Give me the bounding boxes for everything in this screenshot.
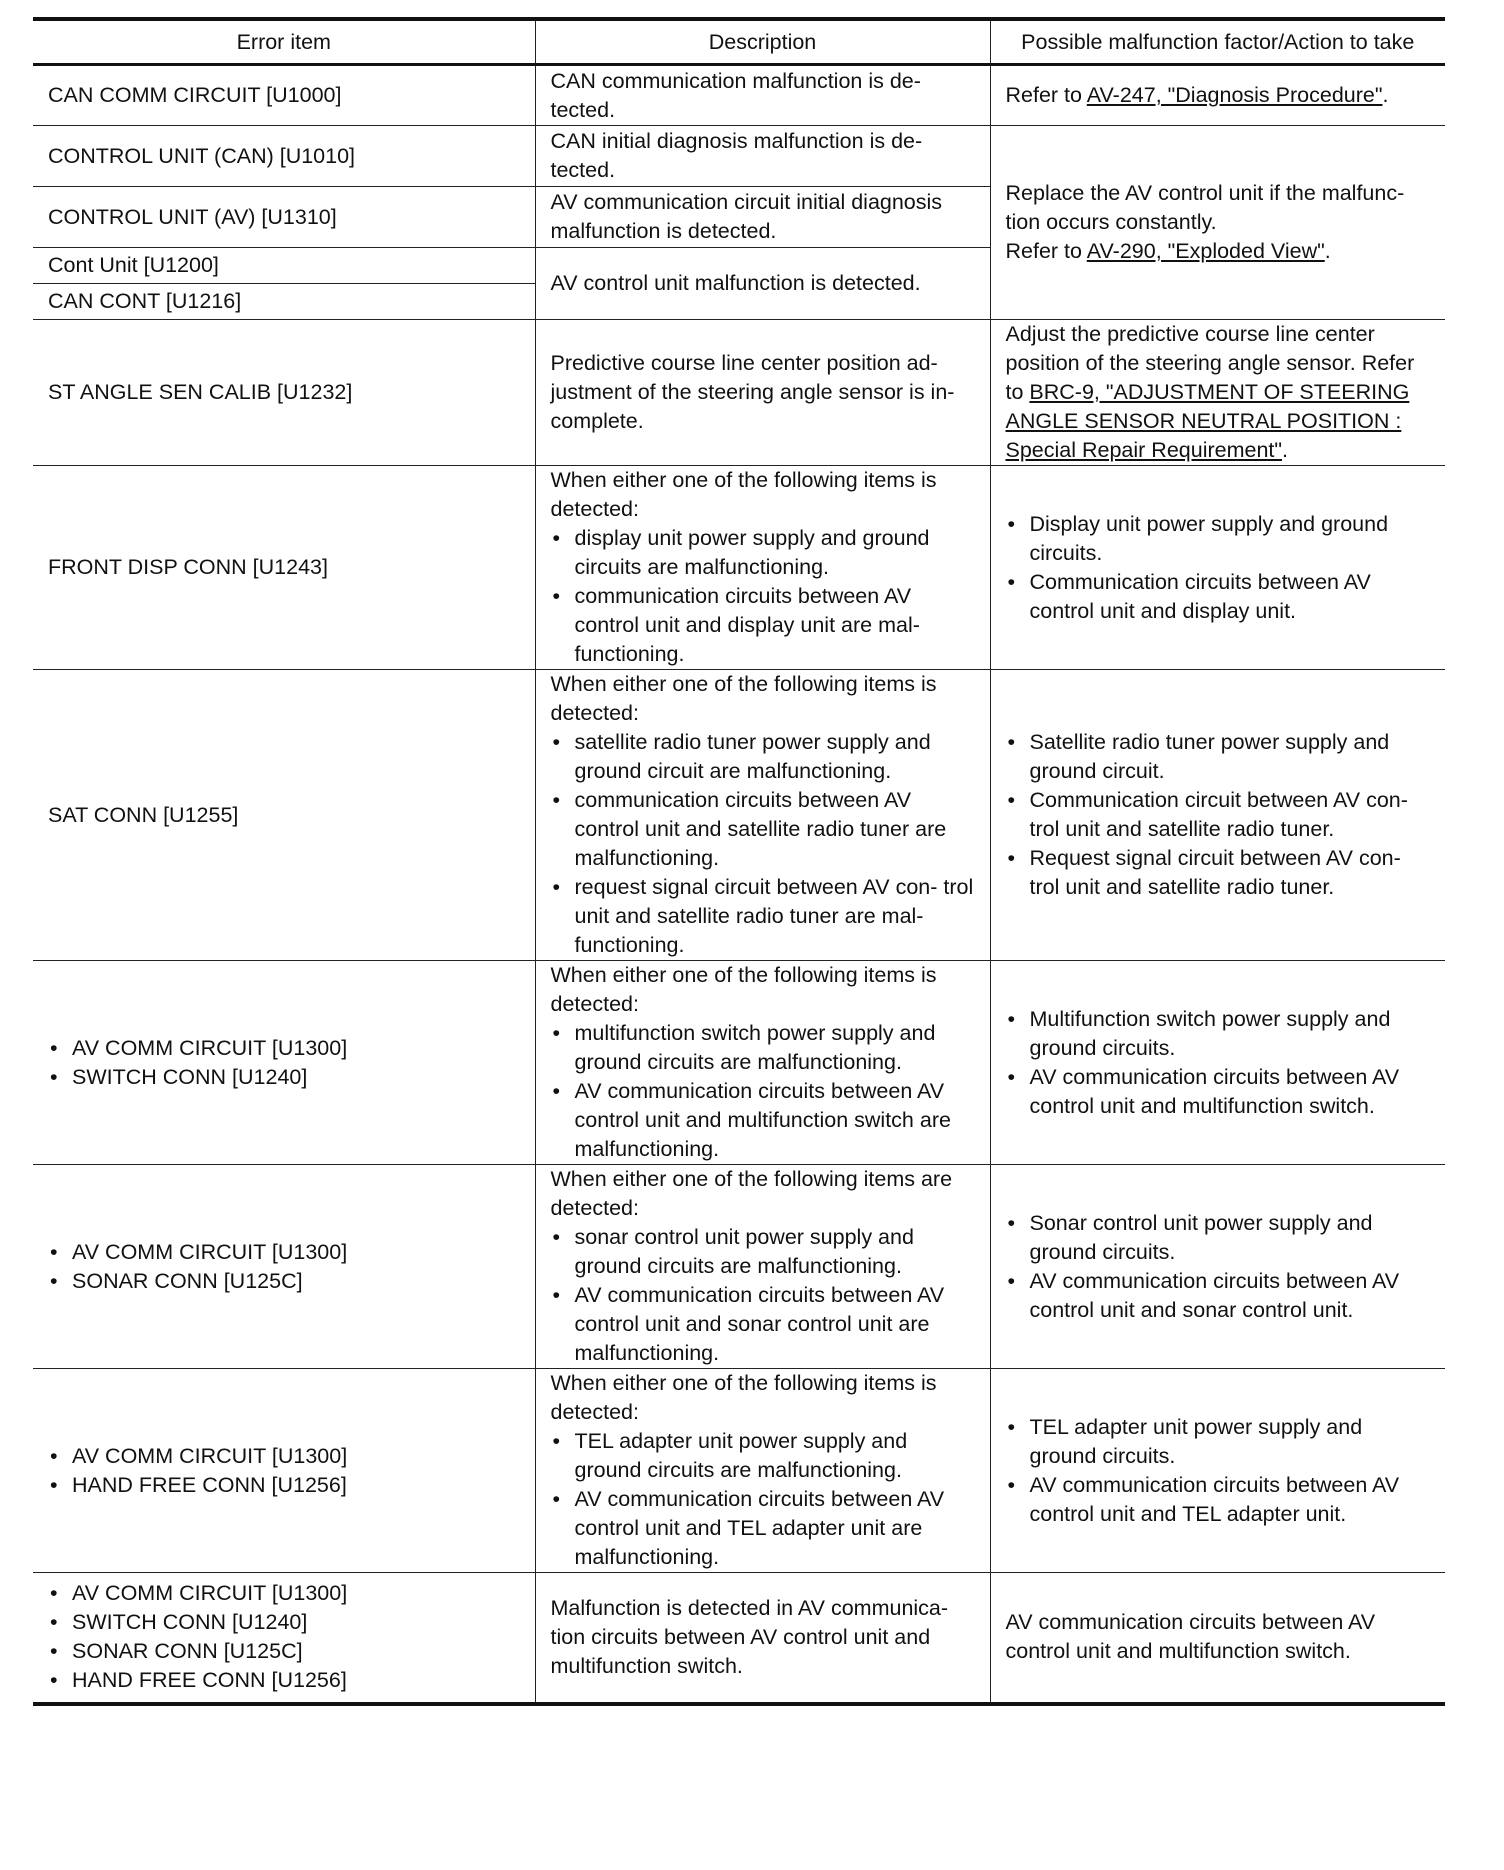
error-list <box>48 1238 523 1296</box>
error-item-cell <box>33 961 535 1165</box>
list-item: • sonar control unit power supply and ground circuits are malfunctioning. <box>551 1223 978 1281</box>
error-code-table <box>33 17 1445 1706</box>
action-list <box>1006 728 1434 902</box>
list-item: • Sonar control unit power supply and ground circuits. <box>1006 1209 1434 1267</box>
list-item: • communication circuits between AV control unit and display unit are mal- functioning. <box>551 582 978 669</box>
action-text: Refer to <box>1005 83 1087 107</box>
description-intro: When either one of the following items is detected: <box>550 672 937 725</box>
reference-link[interactable]: AV-290, "Exploded View" <box>1086 239 1325 263</box>
description-cell <box>535 466 990 670</box>
list-item: • AV communication circuits between AV control unit and multifunction switch. <box>1006 1063 1434 1121</box>
list-item: • HAND FREE CONN [U1256] <box>48 1471 523 1500</box>
list-item: • communication circuits between AV control unit and satellite radio tuner are malfunctioning. <box>551 786 978 873</box>
error-item-cell: CONTROL UNIT (AV) [U1310] <box>33 187 535 248</box>
error-item-cell: ST ANGLE SEN CALIB [U1232] <box>33 320 535 466</box>
list-item: • AV communication circuits between AV control unit and multifunction switch are malfunctioning. <box>551 1077 978 1164</box>
description-intro: When either one of the following items are detected: <box>550 1167 953 1220</box>
action-list <box>1006 1209 1434 1325</box>
list-item: • Satellite radio tuner power supply and ground circuit. <box>1006 728 1434 786</box>
table-row <box>33 65 1445 126</box>
table-header-row <box>33 19 1445 65</box>
list-item: • AV communication circuits between AV control unit and sonar control unit. <box>1006 1267 1434 1325</box>
table-row <box>33 320 1445 466</box>
list-item: • Multifunction switch power supply and ground circuits. <box>1006 1005 1434 1063</box>
error-item-cell: SAT CONN [U1255] <box>33 670 535 961</box>
table-row <box>33 961 1445 1165</box>
list-item: • AV communication circuits between AV control unit and TEL adapter unit. <box>1006 1471 1434 1529</box>
error-item-cell: FRONT DISP CONN [U1243] <box>33 466 535 670</box>
reference-link[interactable]: BRC-9, "ADJUSTMENT OF STEERING ANGLE SENSOR NEUTRAL POSITION : Special Repair Requirement" <box>1005 380 1410 462</box>
list-item: • TEL adapter unit power supply and ground circuits are malfunctioning. <box>551 1427 978 1485</box>
error-item-cell <box>33 1165 535 1369</box>
description-list <box>551 1223 978 1368</box>
table-row <box>33 1165 1445 1369</box>
error-item-cell <box>33 1369 535 1573</box>
list-item: • Communication circuit between AV con- trol unit and satellite radio tuner. <box>1006 786 1434 844</box>
action-end: . <box>1282 438 1289 462</box>
list-item: • satellite radio tuner power supply and ground circuit are malfunctioning. <box>551 728 978 786</box>
action-cell <box>990 466 1445 670</box>
action-refer: Refer to <box>1005 351 1415 404</box>
description-cell: Malfunction is detected in AV communica- tion circuits between AV control unit and multifunction switch. <box>535 1573 990 1704</box>
list-item: • SWITCH CONN [U1240] <box>48 1063 523 1092</box>
description-list <box>551 1427 978 1572</box>
action-cell <box>990 1369 1445 1573</box>
replace-end: . <box>1324 239 1331 263</box>
description-cell <box>535 670 990 961</box>
action-cell-shared <box>990 126 1445 320</box>
action-end: . <box>1382 83 1389 107</box>
description-list <box>551 524 978 669</box>
description-list <box>551 728 978 960</box>
header-error-item: Error item <box>33 19 535 65</box>
description-intro: When either one of the following items is detected: <box>550 468 937 521</box>
list-item: • HAND FREE CONN [U1256] <box>48 1666 523 1695</box>
action-list <box>1006 1005 1434 1121</box>
list-item: • AV communication circuits between AV control unit and sonar control unit are malfunctioning. <box>551 1281 978 1368</box>
table-row <box>33 126 1445 187</box>
list-item: • display unit power supply and ground circuits are malfunctioning. <box>551 524 978 582</box>
description-cell: CAN communication malfunction is de- tected. <box>535 65 990 126</box>
action-list <box>1006 510 1434 626</box>
list-item: • AV communication circuits between AV control unit and TEL adapter unit are malfunctioning. <box>551 1485 978 1572</box>
header-description: Description <box>535 19 990 65</box>
list-item: • AV COMM CIRCUIT [U1300] <box>48 1442 523 1471</box>
action-list <box>1006 1413 1434 1529</box>
action-cell <box>990 1165 1445 1369</box>
list-item: • Communication circuits between AV control unit and display unit. <box>1006 568 1434 626</box>
description-cell <box>535 961 990 1165</box>
list-item: • request signal circuit between AV con- trol unit and satellite radio tuner are mal- functioning. <box>551 873 978 960</box>
error-item-cell: Cont Unit [U1200] <box>33 248 535 284</box>
table-row <box>33 466 1445 670</box>
error-item-cell: CAN COMM CIRCUIT [U1000] <box>33 65 535 126</box>
list-item: • SONAR CONN [U125C] <box>48 1637 523 1666</box>
description-cell: CAN initial diagnosis malfunction is de- tected. <box>535 126 990 187</box>
error-list <box>48 1442 523 1500</box>
description-cell: Predictive course line center position ad- justment of the steering angle sensor is in- complete. <box>535 320 990 466</box>
list-item: • Request signal circuit between AV con- trol unit and satellite radio tuner. <box>1006 844 1434 902</box>
action-cell: AV communication circuits between AV control unit and multifunction switch. <box>990 1573 1445 1704</box>
description-intro: When either one of the following items is detected: <box>550 1371 937 1424</box>
list-item: • AV COMM CIRCUIT [U1300] <box>48 1579 523 1608</box>
list-item: • TEL adapter unit power supply and ground circuits. <box>1006 1413 1434 1471</box>
action-cell <box>990 65 1445 126</box>
description-cell <box>535 1165 990 1369</box>
error-list <box>48 1034 523 1092</box>
list-item: • multifunction switch power supply and ground circuits are malfunctioning. <box>551 1019 978 1077</box>
header-action: Possible malfunction factor/Action to take <box>990 19 1445 65</box>
description-list <box>551 1019 978 1164</box>
replace-text: Replace the AV control unit if the malfunc- tion occurs constantly. <box>1005 181 1405 234</box>
table-row <box>33 1573 1445 1704</box>
replace-refer: Refer to <box>1005 239 1087 263</box>
table-row <box>33 1369 1445 1573</box>
action-cell <box>990 670 1445 961</box>
error-list <box>48 1579 523 1695</box>
description-cell: AV communication circuit initial diagnosis malfunction is detected. <box>535 187 990 248</box>
list-item: • SWITCH CONN [U1240] <box>48 1608 523 1637</box>
reference-link[interactable]: AV-247, "Diagnosis Procedure" <box>1086 83 1383 107</box>
list-item: • Display unit power supply and ground circuits. <box>1006 510 1434 568</box>
list-item: • AV COMM CIRCUIT [U1300] <box>48 1034 523 1063</box>
description-cell <box>535 1369 990 1573</box>
action-cell <box>990 961 1445 1165</box>
description-cell: AV control unit malfunction is detected. <box>535 248 990 320</box>
error-item-cell: CAN CONT [U1216] <box>33 284 535 320</box>
error-item-cell <box>33 1573 535 1704</box>
error-item-cell: CONTROL UNIT (CAN) [U1010] <box>33 126 535 187</box>
description-intro: When either one of the following items is detected: <box>550 963 937 1016</box>
action-text: Adjust the predictive course line center position of the steering angle sensor. <box>1005 322 1375 375</box>
replace-refer-line <box>1006 237 1434 266</box>
list-item: • AV COMM CIRCUIT [U1300] <box>48 1238 523 1267</box>
action-cell <box>990 320 1445 466</box>
table-row <box>33 670 1445 961</box>
list-item: • SONAR CONN [U125C] <box>48 1267 523 1296</box>
